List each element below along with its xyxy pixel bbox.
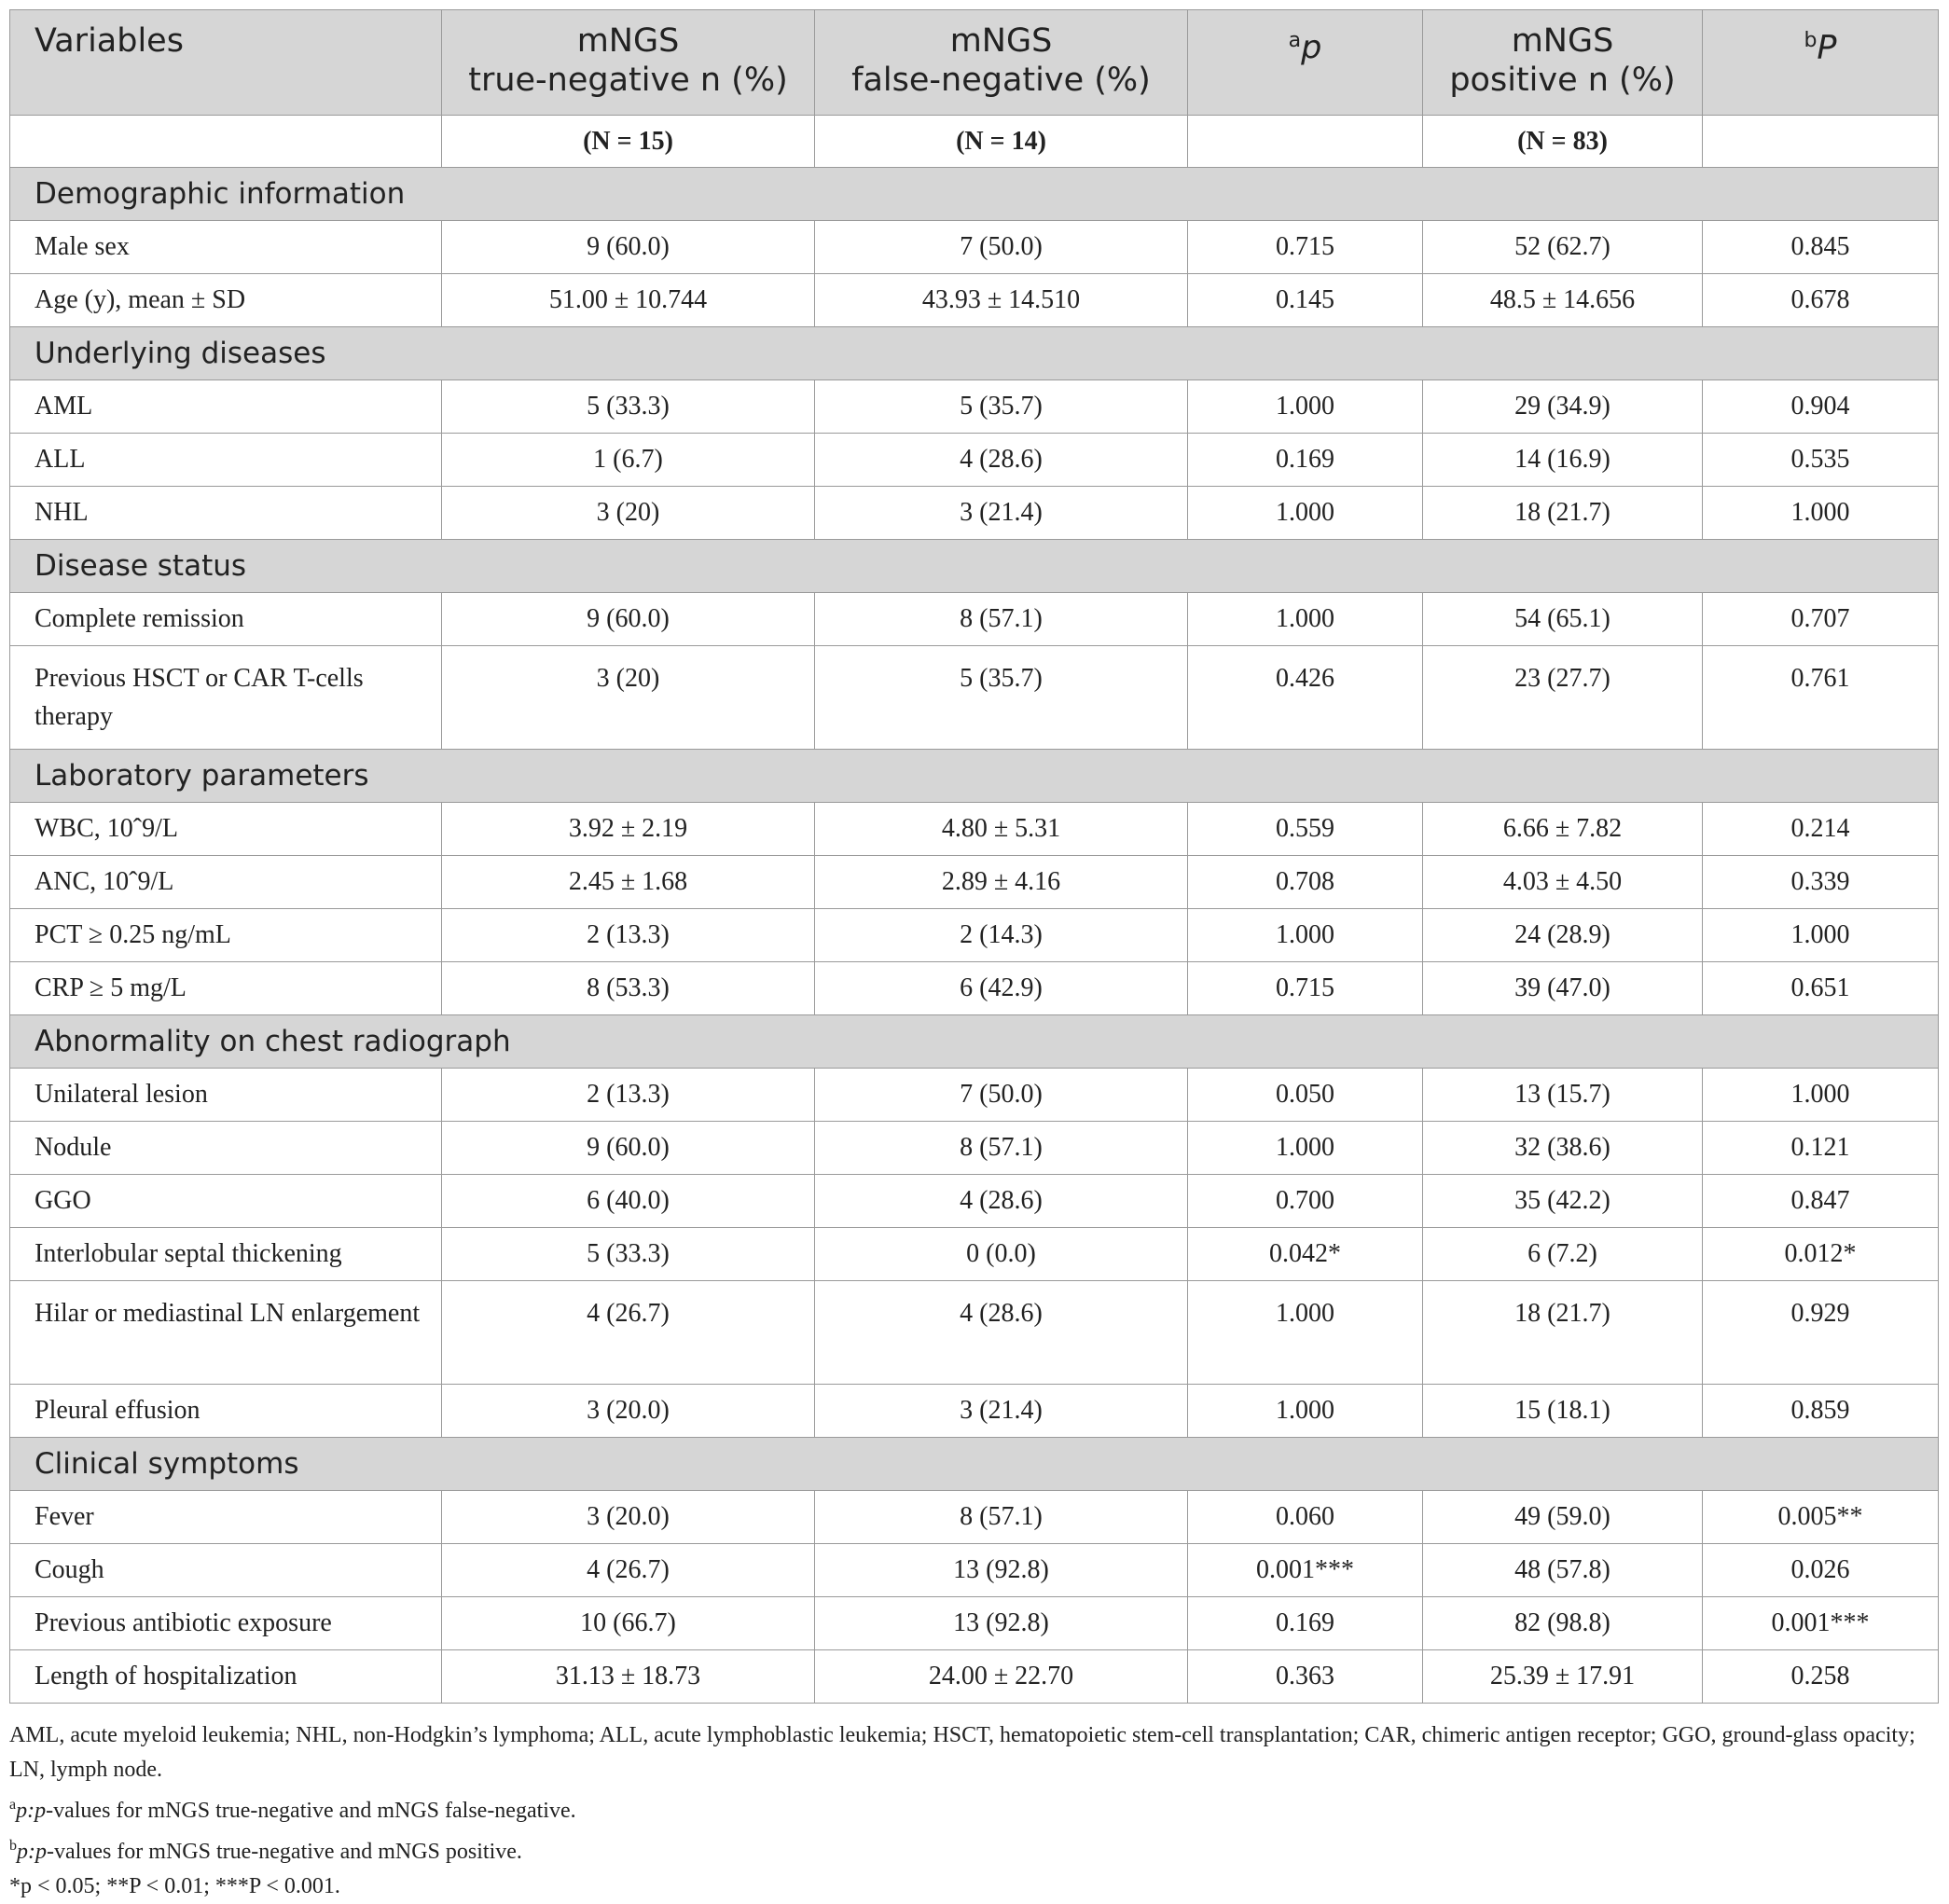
b-p-value-cell: 0.026 [1703, 1544, 1939, 1597]
true-negative-cell: 2 (13.3) [442, 1069, 815, 1122]
table-row [10, 803, 1939, 856]
positive-cell: 23 (27.7) [1423, 646, 1703, 750]
section-title: Abnormality on chest radiograph [10, 1015, 1939, 1069]
true-negative-cell: 9 (60.0) [442, 1122, 815, 1175]
section-title: Underlying diseases [10, 327, 1939, 380]
false-negative-cell: 0 (0.0) [815, 1228, 1188, 1281]
a-p-value-cell: 0.700 [1188, 1175, 1423, 1228]
a-p-value-cell: 0.042* [1188, 1228, 1423, 1281]
row-label: Complete remission [10, 593, 442, 646]
positive-cell: 4.03 ± 4.50 [1423, 856, 1703, 909]
false-negative-cell: 7 (50.0) [815, 221, 1188, 274]
row-label: GGO [10, 1175, 442, 1228]
section-header-row [10, 327, 1939, 380]
row-label: Cough [10, 1544, 442, 1597]
footnote-abbreviations: AML, acute myeloid leukemia; NHL, non-Hodgkin’s lymphoma; ALL, acute lymphoblastic leukemia; HSCT, hematopoietic stem-cell transplantation; CAR, chimeric antigen receptor; GGO, ground-glass opacity; LN, lymph node. [9, 1723, 1915, 1782]
n-cell [10, 116, 442, 168]
table-row [10, 434, 1939, 487]
b-p-value-cell: 0.121 [1703, 1122, 1939, 1175]
true-negative-cell: 3 (20.0) [442, 1491, 815, 1544]
row-label: PCT ≥ 0.25 ng/mL [10, 909, 442, 962]
true-negative-cell: 10 (66.7) [442, 1597, 815, 1650]
b-p-value-cell: 1.000 [1703, 909, 1939, 962]
n-cell: (N = 15) [442, 116, 815, 168]
b-p-value-cell: 0.859 [1703, 1385, 1939, 1438]
row-label: Hilar or mediastinal LN enlargement [10, 1281, 442, 1385]
false-negative-cell: 8 (57.1) [815, 1122, 1188, 1175]
a-p-value-cell: 0.169 [1188, 1597, 1423, 1650]
a-p-value-cell: 0.715 [1188, 221, 1423, 274]
table-row [10, 1069, 1939, 1122]
row-label: NHL [10, 487, 442, 540]
false-negative-cell: 24.00 ± 22.70 [815, 1650, 1188, 1704]
b-p-value-cell: 0.845 [1703, 221, 1939, 274]
footnote-b-italic: p:p [17, 1840, 47, 1864]
false-negative-cell: 4 (28.6) [815, 434, 1188, 487]
header-variables: Variables [10, 10, 442, 116]
b-p-value-cell: 0.678 [1703, 274, 1939, 327]
true-negative-cell: 6 (40.0) [442, 1175, 815, 1228]
table-row [10, 380, 1939, 434]
false-negative-cell: 8 (57.1) [815, 1491, 1188, 1544]
a-p-value-cell: 0.363 [1188, 1650, 1423, 1704]
n-cell: (N = 14) [815, 116, 1188, 168]
header-a-p-letter: p [1301, 29, 1322, 67]
a-p-value-cell: 1.000 [1188, 487, 1423, 540]
b-p-value-cell: 1.000 [1703, 1069, 1939, 1122]
table-row [10, 1228, 1939, 1281]
header-true-negative-line2: true-negative n (%) [468, 62, 788, 99]
n-count-row [10, 116, 1939, 168]
false-negative-cell: 13 (92.8) [815, 1597, 1188, 1650]
b-p-value-cell: 0.214 [1703, 803, 1939, 856]
b-p-value-cell: 0.707 [1703, 593, 1939, 646]
b-p-value-cell: 0.535 [1703, 434, 1939, 487]
row-label: ALL [10, 434, 442, 487]
false-negative-cell: 7 (50.0) [815, 1069, 1188, 1122]
positive-cell: 82 (98.8) [1423, 1597, 1703, 1650]
footnote-b [9, 1828, 1938, 1870]
header-row [10, 10, 1939, 116]
a-p-value-cell: 0.169 [1188, 434, 1423, 487]
a-p-value-cell: 0.559 [1188, 803, 1423, 856]
true-negative-cell: 31.13 ± 18.73 [442, 1650, 815, 1704]
table-row [10, 646, 1939, 750]
header-false-negative-line2: false-negative (%) [851, 62, 1151, 99]
footnotes [9, 1718, 1938, 1904]
table-row [10, 221, 1939, 274]
header-b-p-letter: P [1817, 29, 1837, 67]
false-negative-cell: 3 (21.4) [815, 487, 1188, 540]
row-label: Previous antibiotic exposure [10, 1597, 442, 1650]
table-row [10, 909, 1939, 962]
table-row [10, 1650, 1939, 1704]
true-negative-cell: 3 (20) [442, 646, 815, 750]
false-negative-cell: 8 (57.1) [815, 593, 1188, 646]
true-negative-cell: 8 (53.3) [442, 962, 815, 1015]
footnote-b-sup: b [9, 1838, 17, 1854]
row-label: Length of hospitalization [10, 1650, 442, 1704]
footnote-a [9, 1787, 1938, 1828]
footnote-a-sup: a [9, 1797, 17, 1813]
header-b-p [1703, 10, 1939, 116]
table-row [10, 1544, 1939, 1597]
positive-cell: 25.39 ± 17.91 [1423, 1650, 1703, 1704]
positive-cell: 39 (47.0) [1423, 962, 1703, 1015]
true-negative-cell: 1 (6.7) [442, 434, 815, 487]
true-negative-cell: 4 (26.7) [442, 1544, 815, 1597]
false-negative-cell: 5 (35.7) [815, 646, 1188, 750]
b-p-value-cell: 0.761 [1703, 646, 1939, 750]
row-label: AML [10, 380, 442, 434]
table-row [10, 1175, 1939, 1228]
row-label: Pleural effusion [10, 1385, 442, 1438]
false-negative-cell: 43.93 ± 14.510 [815, 274, 1188, 327]
b-p-value-cell: 0.847 [1703, 1175, 1939, 1228]
positive-cell: 24 (28.9) [1423, 909, 1703, 962]
positive-cell: 48 (57.8) [1423, 1544, 1703, 1597]
positive-cell: 32 (38.6) [1423, 1122, 1703, 1175]
section-header-row [10, 1015, 1939, 1069]
header-positive-line2: positive n (%) [1449, 62, 1676, 99]
row-label: CRP ≥ 5 mg/L [10, 962, 442, 1015]
a-p-value-cell: 0.715 [1188, 962, 1423, 1015]
positive-cell: 14 (16.9) [1423, 434, 1703, 487]
b-p-value-cell: 0.001*** [1703, 1597, 1939, 1650]
footnote-significance: *p < 0.05; **P < 0.01; ***P < 0.001. [9, 1874, 340, 1898]
footnote-a-italic: p:p [16, 1799, 47, 1823]
b-p-value-cell: 0.258 [1703, 1650, 1939, 1704]
false-negative-cell: 2.89 ± 4.16 [815, 856, 1188, 909]
positive-cell: 48.5 ± 14.656 [1423, 274, 1703, 327]
positive-cell: 52 (62.7) [1423, 221, 1703, 274]
true-negative-cell: 3.92 ± 2.19 [442, 803, 815, 856]
table-row [10, 1122, 1939, 1175]
false-negative-cell: 4 (28.6) [815, 1281, 1188, 1385]
table-container [9, 9, 1938, 1904]
n-cell [1188, 116, 1423, 168]
header-a-p [1188, 10, 1423, 116]
section-title: Laboratory parameters [10, 750, 1939, 803]
row-label: Age (y), mean ± SD [10, 274, 442, 327]
header-true-negative-line1: mNGS [576, 22, 680, 60]
row-label: Nodule [10, 1122, 442, 1175]
table-row [10, 487, 1939, 540]
table-row [10, 593, 1939, 646]
positive-cell: 6 (7.2) [1423, 1228, 1703, 1281]
positive-cell: 15 (18.1) [1423, 1385, 1703, 1438]
positive-cell: 18 (21.7) [1423, 487, 1703, 540]
a-p-value-cell: 1.000 [1188, 1281, 1423, 1385]
a-p-value-cell: 1.000 [1188, 380, 1423, 434]
table-body [10, 116, 1939, 1704]
table-row [10, 1597, 1939, 1650]
true-negative-cell: 51.00 ± 10.744 [442, 274, 815, 327]
b-p-value-cell: 0.339 [1703, 856, 1939, 909]
a-p-value-cell: 1.000 [1188, 909, 1423, 962]
row-label: Interlobular septal thickening [10, 1228, 442, 1281]
header-false-negative-line1: mNGS [949, 22, 1053, 60]
table-row [10, 1385, 1939, 1438]
a-p-value-cell: 1.000 [1188, 593, 1423, 646]
positive-cell: 18 (21.7) [1423, 1281, 1703, 1385]
table-row [10, 1491, 1939, 1544]
true-negative-cell: 5 (33.3) [442, 1228, 815, 1281]
section-header-row [10, 750, 1939, 803]
false-negative-cell: 4 (28.6) [815, 1175, 1188, 1228]
a-p-value-cell: 0.145 [1188, 274, 1423, 327]
true-negative-cell: 5 (33.3) [442, 380, 815, 434]
header-a-sup: a [1288, 29, 1302, 52]
row-label: WBC, 10ˆ9/L [10, 803, 442, 856]
positive-cell: 49 (59.0) [1423, 1491, 1703, 1544]
true-negative-cell: 9 (60.0) [442, 593, 815, 646]
a-p-value-cell: 0.050 [1188, 1069, 1423, 1122]
header-positive-line1: mNGS [1511, 22, 1614, 60]
section-header-row [10, 540, 1939, 593]
true-negative-cell: 2 (13.3) [442, 909, 815, 962]
a-p-value-cell: 1.000 [1188, 1385, 1423, 1438]
true-negative-cell: 3 (20) [442, 487, 815, 540]
n-cell [1703, 116, 1939, 168]
footnote-b-text: -values for mNGS true-negative and mNGS positive. [47, 1840, 522, 1864]
positive-cell: 35 (42.2) [1423, 1175, 1703, 1228]
section-header-row [10, 1438, 1939, 1491]
false-negative-cell: 6 (42.9) [815, 962, 1188, 1015]
row-label: Male sex [10, 221, 442, 274]
header-false-negative [815, 10, 1188, 116]
section-title: Disease status [10, 540, 1939, 593]
true-negative-cell: 3 (20.0) [442, 1385, 815, 1438]
section-title: Demographic information [10, 168, 1939, 221]
row-label: Previous HSCT or CAR T-cells therapy [10, 646, 442, 750]
table-row [10, 962, 1939, 1015]
false-negative-cell: 5 (35.7) [815, 380, 1188, 434]
header-positive [1423, 10, 1703, 116]
true-negative-cell: 4 (26.7) [442, 1281, 815, 1385]
n-cell: (N = 83) [1423, 116, 1703, 168]
false-negative-cell: 4.80 ± 5.31 [815, 803, 1188, 856]
b-p-value-cell: 0.929 [1703, 1281, 1939, 1385]
a-p-value-cell: 0.708 [1188, 856, 1423, 909]
positive-cell: 6.66 ± 7.82 [1423, 803, 1703, 856]
positive-cell: 54 (65.1) [1423, 593, 1703, 646]
positive-cell: 13 (15.7) [1423, 1069, 1703, 1122]
b-p-value-cell: 0.012* [1703, 1228, 1939, 1281]
row-label: Fever [10, 1491, 442, 1544]
positive-cell: 29 (34.9) [1423, 380, 1703, 434]
true-negative-cell: 9 (60.0) [442, 221, 815, 274]
table-row [10, 274, 1939, 327]
b-p-value-cell: 1.000 [1703, 487, 1939, 540]
b-p-value-cell: 0.904 [1703, 380, 1939, 434]
footnote-a-text: -values for mNGS true-negative and mNGS false-negative. [46, 1799, 576, 1823]
false-negative-cell: 2 (14.3) [815, 909, 1188, 962]
row-label: ANC, 10ˆ9/L [10, 856, 442, 909]
true-negative-cell: 2.45 ± 1.68 [442, 856, 815, 909]
a-p-value-cell: 1.000 [1188, 1122, 1423, 1175]
b-p-value-cell: 0.651 [1703, 962, 1939, 1015]
table-row [10, 856, 1939, 909]
a-p-value-cell: 0.426 [1188, 646, 1423, 750]
false-negative-cell: 13 (92.8) [815, 1544, 1188, 1597]
row-label: Unilateral lesion [10, 1069, 442, 1122]
a-p-value-cell: 0.001*** [1188, 1544, 1423, 1597]
results-table [9, 9, 1939, 1704]
header-b-sup: b [1804, 29, 1818, 52]
b-p-value-cell: 0.005** [1703, 1491, 1939, 1544]
false-negative-cell: 3 (21.4) [815, 1385, 1188, 1438]
section-header-row [10, 168, 1939, 221]
table-row [10, 1281, 1939, 1385]
header-true-negative [442, 10, 815, 116]
section-title: Clinical symptoms [10, 1438, 1939, 1491]
a-p-value-cell: 0.060 [1188, 1491, 1423, 1544]
